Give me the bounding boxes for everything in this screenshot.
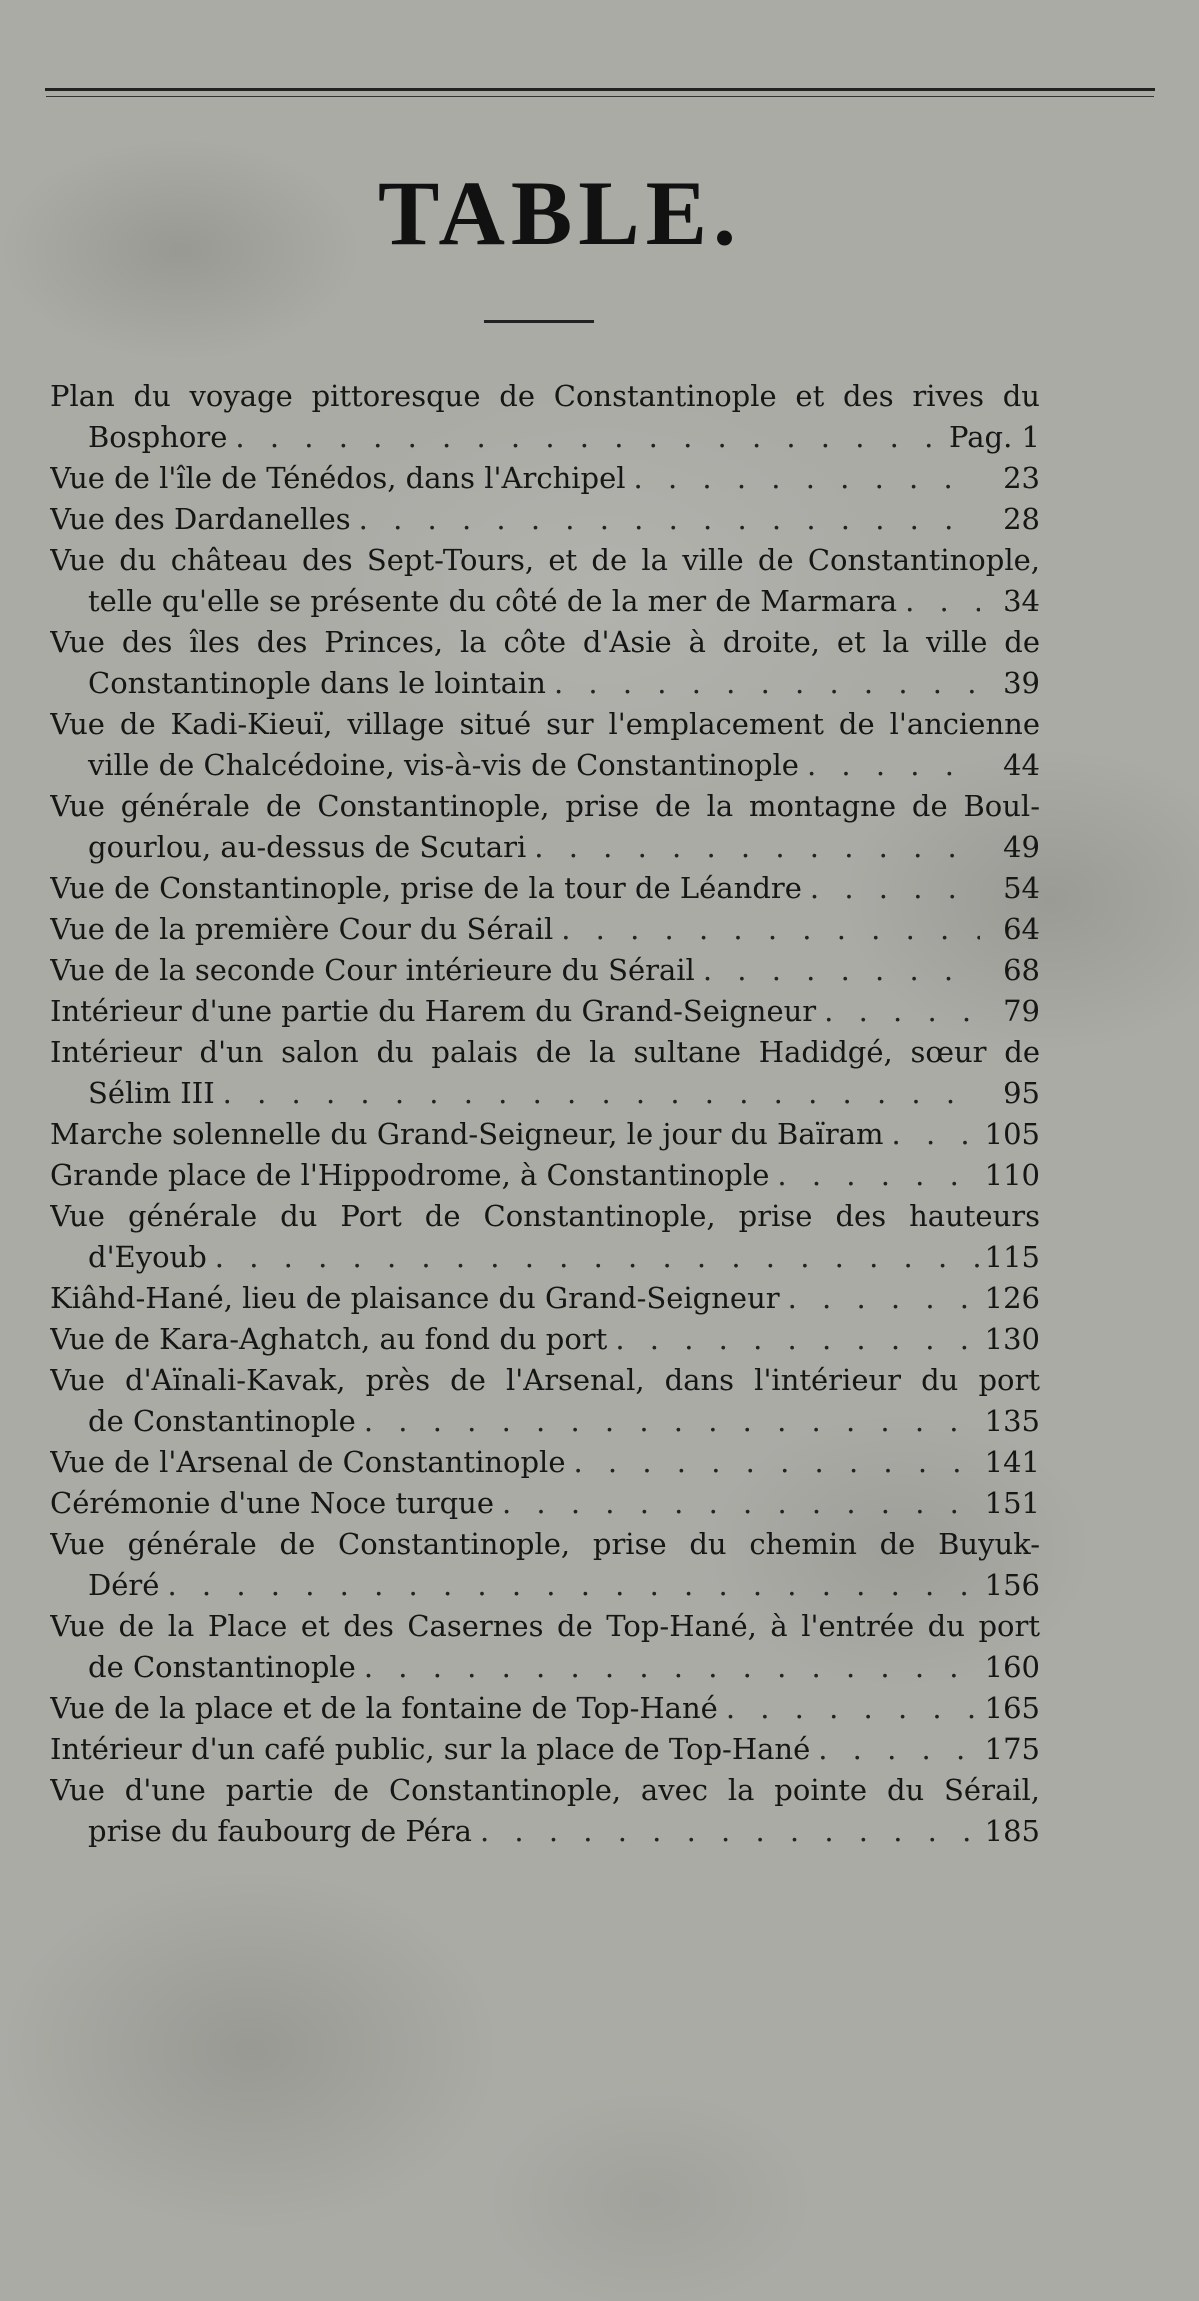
toc-entry-last-line [50,1565,1040,1606]
toc-entry-text: ville de Chalcédoine, vis-à-vis de Constantinople [88,748,799,782]
dot-leader [799,745,980,786]
toc-entry-last-line [50,1647,1040,1688]
toc-entry [50,1032,1040,1114]
toc-entry-text: Vue de la seconde Cour intérieure du Sérail [50,953,695,987]
toc-entry-text: Bosphore [88,420,228,454]
toc-entry-text: Vue de la première Cour du Sérail [50,912,554,946]
page-number: 105 [984,1117,1040,1151]
toc-entry-last-line [50,1483,1040,1524]
toc-entry-text: Constantinople dans le lointain [88,666,546,700]
dot-leader [546,663,980,704]
page-number: 110 [984,1158,1040,1192]
page-number: 49 [1003,830,1040,864]
dot-leader [215,1073,980,1114]
toc-entry-line: Vue générale du Port de Constantinople, prise des hauteurs [50,1199,1040,1233]
table-of-contents [50,376,1040,1852]
page-number: 95 [1003,1076,1040,1110]
dot-leader [718,1688,980,1729]
page-number: 64 [1003,912,1040,946]
toc-entry-text: Vue des Dardanelles [50,502,351,536]
toc-entry-text: Cérémonie d'une Noce turque [50,1486,494,1520]
dot-leader [780,1278,980,1319]
dot-leader [566,1442,981,1483]
toc-entry [50,991,1040,1032]
toc-entry [50,376,1040,458]
toc-entry-last-line [50,991,1040,1032]
dot-leader [207,1237,980,1278]
toc-entry-line: Plan du voyage pittoresque de Constantinople et des rives du [50,379,1040,413]
page-number: 175 [984,1732,1040,1766]
page-number: 79 [1003,994,1040,1028]
toc-entry-text: Kiâhd-Hané, lieu de plaisance du Grand-Seigneur [50,1281,780,1315]
toc-entry-line: Vue du château des Sept-Tours, et de la ville de Constantinople, [50,543,1040,577]
toc-entry-last-line [50,745,1040,786]
dot-leader [695,950,980,991]
page-number: 130 [984,1322,1040,1356]
toc-entry-text: Vue de Constantinople, prise de la tour de Léandre [50,871,802,905]
dot-leader [159,1565,980,1606]
top-double-rule [45,88,1155,91]
dot-leader [356,1401,980,1442]
toc-entry-text: Grande place de l'Hippodrome, à Constantinople [50,1158,770,1192]
toc-entry-text: Sélim III [88,1076,215,1110]
toc-entry-line: Vue d'une partie de Constantinople, avec la pointe du Sérail, [50,1773,1040,1807]
page-number: 135 [984,1404,1040,1438]
toc-entry-text: Déré [88,1568,160,1602]
toc-entry-text: Vue de la place et de la fontaine de Top-Hané [50,1691,718,1725]
toc-entry [50,786,1040,868]
page-number: 156 [984,1568,1040,1602]
page-number: 44 [1003,748,1040,782]
toc-entry-last-line [50,458,1040,499]
toc-entry-last-line [50,1401,1040,1442]
toc-entry-last-line [50,1237,1040,1278]
toc-entry-text: Marche solennelle du Grand-Seigneur, le jour du Baïram [50,1117,884,1151]
toc-entry-line: Vue générale de Constantinople, prise de la montagne de Boul- [50,789,1040,823]
dot-leader [227,417,949,458]
page-number: 151 [984,1486,1040,1520]
toc-entry [50,909,1040,950]
toc-entry-last-line [50,1278,1040,1319]
toc-entry [50,1319,1040,1360]
toc-entry [50,868,1040,909]
toc-entry [50,1442,1040,1483]
dot-leader [897,581,980,622]
toc-entry-text: Vue de l'île de Ténédos, dans l'Archipel [50,461,626,495]
toc-entry-last-line [50,909,1040,950]
toc-entry-last-line [50,1319,1040,1360]
toc-entry-last-line [50,663,1040,704]
toc-entry-line: Vue de la Place et des Casernes de Top-Hané, à l'entrée du port [50,1609,1040,1643]
toc-entry-last-line [50,1811,1040,1852]
toc-entry-last-line [50,1729,1040,1770]
toc-entry-line: Vue générale de Constantinople, prise du chemin de Buyuk- [50,1527,1040,1561]
toc-entry [50,1729,1040,1770]
toc-entry-last-line [50,1114,1040,1155]
toc-entry [50,1114,1040,1155]
toc-entry-last-line [50,417,1040,458]
toc-entry [50,1360,1040,1442]
page-title: TABLE. [377,162,743,264]
toc-entry-last-line [50,1155,1040,1196]
dot-leader [816,991,980,1032]
toc-entry-last-line [50,499,1040,540]
dot-leader [802,868,980,909]
toc-entry-text: prise du faubourg de Péra [88,1814,472,1848]
toc-entry-last-line [50,1442,1040,1483]
toc-entry [50,458,1040,499]
toc-entry-line: Intérieur d'un salon du palais de la sultane Hadidgé, sœur de [50,1035,1040,1069]
page-number: 141 [984,1445,1040,1479]
page-number: 160 [984,1650,1040,1684]
toc-entry-last-line [50,1688,1040,1729]
toc-entry [50,1155,1040,1196]
toc-entry-text: Vue de Kara-Aghatch, au fond du port [50,1322,608,1356]
toc-entry [50,1770,1040,1852]
dot-leader [626,458,980,499]
toc-entry [50,1606,1040,1688]
toc-entry-text: Intérieur d'une partie du Harem du Grand-Seigneur [50,994,817,1028]
dot-leader [769,1155,980,1196]
page-number: 39 [1003,666,1040,700]
toc-entry [50,1524,1040,1606]
dot-leader [607,1319,980,1360]
toc-entry [50,1278,1040,1319]
toc-entry-last-line [50,950,1040,991]
toc-entry [50,704,1040,786]
toc-entry-text: de Constantinople [88,1650,356,1684]
page-number: 28 [1003,502,1040,536]
toc-entry-last-line [50,581,1040,622]
toc-entry-last-line [50,1073,1040,1114]
toc-entry-text: de Constantinople [88,1404,356,1438]
dot-leader [553,909,980,950]
toc-entry [50,622,1040,704]
dot-leader [884,1114,980,1155]
dot-leader [526,827,980,868]
page-number: 23 [1003,461,1040,495]
page-number: Pag. 1 [949,420,1040,454]
toc-entry-text: gourlou, au-dessus de Scutari [88,830,527,864]
toc-entry [50,1196,1040,1278]
toc-entry [50,1483,1040,1524]
toc-entry [50,540,1040,622]
toc-entry-line: Vue d'Aïnali-Kavak, près de l'Arsenal, dans l'intérieur du port [50,1363,1040,1397]
toc-entry-line: Vue des îles des Princes, la côte d'Asie à droite, et la ville de [50,625,1040,659]
toc-entry-text: Vue de l'Arsenal de Constantinople [50,1445,566,1479]
toc-entry-text: telle qu'elle se présente du côté de la mer de Marmara [88,584,898,618]
page-number: 54 [1003,871,1040,905]
dot-leader [494,1483,980,1524]
toc-entry [50,950,1040,991]
dot-leader [351,499,980,540]
page-number: 185 [984,1814,1040,1848]
dot-leader [810,1729,980,1770]
dot-leader [356,1647,980,1688]
toc-entry [50,1688,1040,1729]
page-number: 34 [1003,584,1040,618]
dot-leader [472,1811,980,1852]
toc-entry-line: Vue de Kadi-Kieuï, village situé sur l'emplacement de l'ancienne [50,707,1040,741]
toc-entry [50,499,1040,540]
toc-entry-text: Intérieur d'un café public, sur la place de Top-Hané [50,1732,811,1766]
page-number: 126 [984,1281,1040,1315]
page-number: 165 [984,1691,1040,1725]
toc-entry-text: d'Eyoub [88,1240,207,1274]
toc-entry-last-line [50,827,1040,868]
page-number: 115 [984,1240,1040,1274]
toc-entry-last-line [50,868,1040,909]
title-divider [484,320,594,323]
page-number: 68 [1003,953,1040,987]
